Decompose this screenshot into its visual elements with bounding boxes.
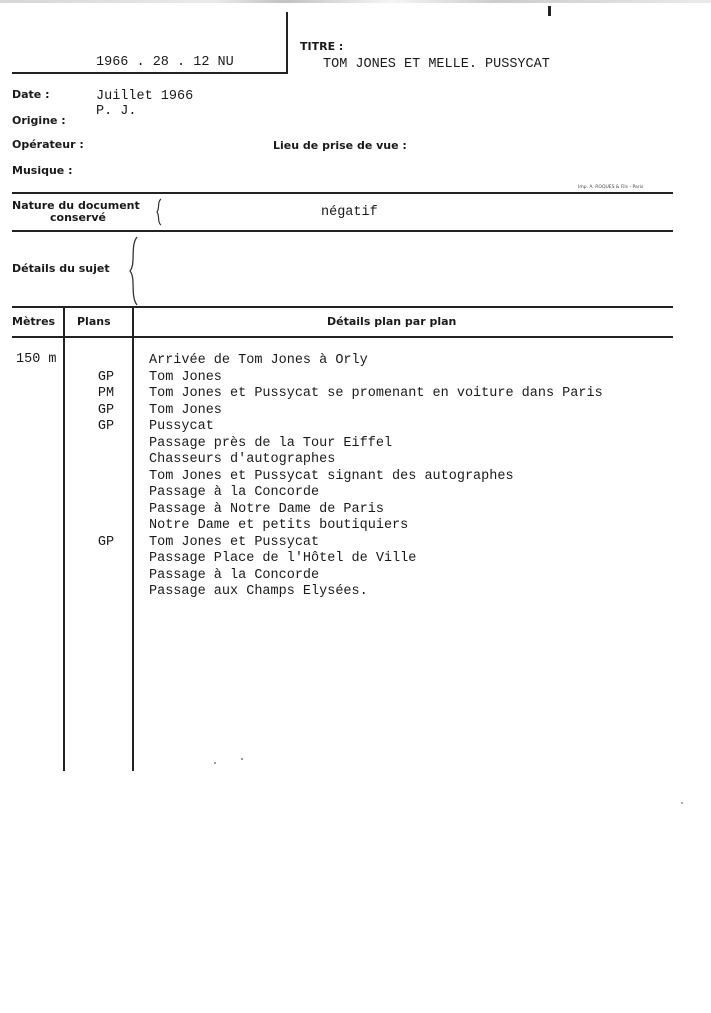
plan-detail: Tom Jones et Pussycat se promenant en voiture dans Paris [149, 386, 603, 401]
plan-detail: Tom Jones et Pussycat signant des autographes [149, 468, 514, 484]
table-header-rule [12, 336, 673, 338]
plan-detail: Pussycat [149, 419, 214, 434]
plan-code: GP [97, 369, 115, 385]
details-sujet-label: Détails du sujet [12, 262, 110, 275]
title-label: TITRE : [300, 40, 344, 53]
plan-detail: Passage Place de l'Hôtel de Ville [149, 551, 417, 566]
musique-label: Musique : [12, 164, 73, 177]
col-divider-2 [132, 306, 134, 771]
ink-mark [548, 6, 551, 16]
plan-detail: Tom Jones et Pussycat [149, 534, 320, 550]
plan-detail: Passage à la Concorde [149, 485, 320, 500]
date-value: Juillet 1966 [96, 89, 194, 104]
plan-code: GP [97, 402, 115, 418]
plan-detail: Arrivée de Tom Jones à Orly [149, 353, 368, 368]
nature-top-rule [12, 192, 673, 194]
nature-value: négatif [321, 205, 378, 220]
plan-detail: Passage aux Champs Elysées. [149, 584, 368, 599]
table-top-rule [12, 306, 673, 308]
operateur-label: Opérateur : [12, 138, 84, 151]
metres-value: 150 m [16, 352, 57, 367]
origine-label: Origine : [12, 114, 66, 127]
reference-number: 1966 . 28 . 12 NU [96, 55, 234, 70]
header-underline [12, 72, 288, 74]
plan-detail: Passage à Notre Dame de Paris [149, 501, 384, 517]
plan-detail: Chasseurs d'autographes [149, 452, 336, 467]
details-sujet-brace [126, 236, 140, 306]
scan-speck [214, 762, 216, 764]
plan-detail: Notre Dame et petits boutiquiers [149, 518, 409, 533]
plan-code: GP [97, 419, 115, 434]
plan-detail: Tom Jones [149, 369, 222, 385]
plan-code: PM [97, 386, 115, 401]
scan-speck [241, 758, 243, 760]
col-header-details: Détails plan par plan [327, 315, 457, 328]
plan-detail: Passage à la Concorde [149, 567, 320, 583]
col-divider-1 [63, 306, 65, 771]
origine-value: P. J. [96, 104, 137, 119]
header-vertical-divider [286, 12, 288, 72]
date-label: Date : [12, 88, 50, 101]
scan-edge-noise [0, 0, 711, 3]
nature-label-line2: conservé [50, 211, 106, 224]
col-header-plans: Plans [77, 315, 111, 328]
printer-imprint: Imp. A. ROQUES & Fils - Paris [578, 185, 644, 190]
scan-speck [681, 802, 683, 804]
plan-detail: Passage près de la Tour Eiffel [149, 435, 393, 451]
plan-code: GP [97, 534, 115, 550]
plan-detail: Tom Jones [149, 402, 222, 418]
nature-bottom-rule [12, 230, 673, 232]
col-header-metres: Mètres [12, 315, 56, 328]
title-value: TOM JONES ET MELLE. PUSSYCAT [323, 57, 550, 72]
lieu-label: Lieu de prise de vue : [273, 139, 407, 152]
nature-brace [154, 198, 164, 226]
nature-label-line1: Nature du document [12, 199, 140, 212]
